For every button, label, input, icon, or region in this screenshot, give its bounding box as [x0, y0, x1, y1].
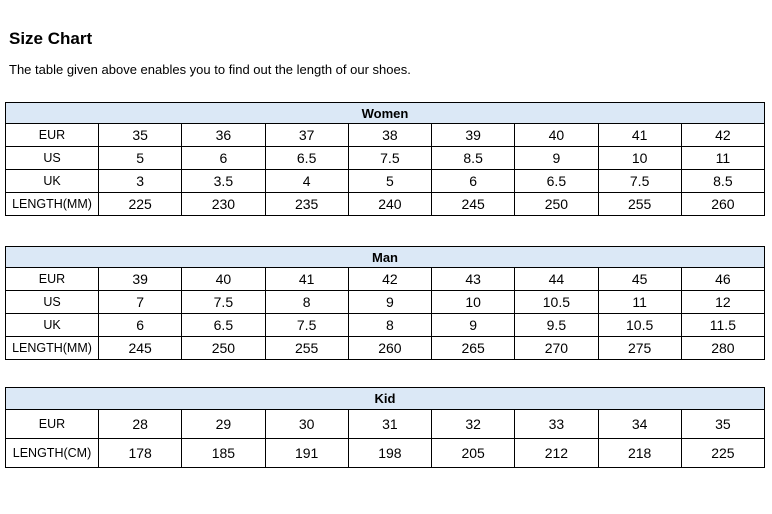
size-cell: 12: [681, 291, 764, 314]
size-cell: 44: [515, 268, 598, 291]
size-cell: 5: [348, 170, 431, 193]
row-label: EUR: [6, 410, 99, 439]
size-cell: 37: [265, 124, 348, 147]
size-cell: 40: [515, 124, 598, 147]
size-cell: 10: [598, 147, 681, 170]
size-cell: 7.5: [598, 170, 681, 193]
size-cell: 32: [432, 410, 515, 439]
man-table-heading: Man: [6, 247, 765, 268]
size-cell: 8.5: [681, 170, 764, 193]
row-label: EUR: [6, 124, 99, 147]
size-cell: 30: [265, 410, 348, 439]
size-cell: 33: [515, 410, 598, 439]
size-cell: 6.5: [182, 314, 265, 337]
size-cell: 11.5: [681, 314, 764, 337]
size-cell: 260: [348, 337, 431, 360]
women-size-table: [5, 102, 765, 216]
page-title: Size Chart: [9, 29, 93, 48]
size-cell: 178: [99, 439, 182, 468]
size-cell: 280: [681, 337, 764, 360]
size-cell: 7.5: [348, 147, 431, 170]
size-cell: 10.5: [598, 314, 681, 337]
size-cell: 3.5: [182, 170, 265, 193]
size-cell: 5: [99, 147, 182, 170]
size-cell: 7: [99, 291, 182, 314]
size-cell: 8.5: [432, 147, 515, 170]
row-label: LENGTH(MM): [6, 337, 99, 360]
size-cell: 245: [99, 337, 182, 360]
row-label: LENGTH(CM): [6, 439, 99, 468]
size-cell: 39: [432, 124, 515, 147]
size-cell: 10: [432, 291, 515, 314]
size-cell: 230: [182, 193, 265, 216]
size-cell: 41: [598, 124, 681, 147]
size-cell: 34: [598, 410, 681, 439]
row-label: LENGTH(MM): [6, 193, 99, 216]
row-label: EUR: [6, 268, 99, 291]
size-cell: 218: [598, 439, 681, 468]
size-cell: 4: [265, 170, 348, 193]
size-cell: 250: [182, 337, 265, 360]
size-cell: 9.5: [515, 314, 598, 337]
size-cell: 46: [681, 268, 764, 291]
table-row: [6, 314, 765, 337]
size-cell: 270: [515, 337, 598, 360]
size-cell: 7.5: [182, 291, 265, 314]
kid-size-table: [5, 387, 765, 468]
row-label: US: [6, 147, 99, 170]
table-row: [6, 268, 765, 291]
size-cell: 255: [265, 337, 348, 360]
size-cell: 43: [432, 268, 515, 291]
size-cell: 255: [598, 193, 681, 216]
size-cell: 35: [681, 410, 764, 439]
page-subtitle: The table given above enables you to find out the length of our shoes.: [9, 62, 411, 77]
size-cell: 265: [432, 337, 515, 360]
size-cell: 9: [432, 314, 515, 337]
size-cell: 8: [265, 291, 348, 314]
size-cell: 198: [348, 439, 431, 468]
table-row: [6, 337, 765, 360]
row-label: US: [6, 291, 99, 314]
table-row: [6, 147, 765, 170]
size-cell: 245: [432, 193, 515, 216]
man-size-table: [5, 246, 765, 360]
size-cell: 35: [99, 124, 182, 147]
size-cell: 205: [432, 439, 515, 468]
size-cell: 3: [99, 170, 182, 193]
size-cell: 225: [99, 193, 182, 216]
size-cell: 212: [515, 439, 598, 468]
table-row: [6, 439, 765, 468]
size-cell: 191: [265, 439, 348, 468]
size-cell: 42: [681, 124, 764, 147]
size-cell: 6: [432, 170, 515, 193]
size-cell: 260: [681, 193, 764, 216]
size-cell: 275: [598, 337, 681, 360]
size-cell: 28: [99, 410, 182, 439]
kid-table-heading: Kid: [6, 388, 765, 410]
table-row: [6, 124, 765, 147]
size-cell: 42: [348, 268, 431, 291]
size-cell: 8: [348, 314, 431, 337]
size-cell: 9: [515, 147, 598, 170]
size-cell: 10.5: [515, 291, 598, 314]
size-cell: 41: [265, 268, 348, 291]
row-label: UK: [6, 170, 99, 193]
row-label: UK: [6, 314, 99, 337]
table-row: [6, 291, 765, 314]
size-cell: 36: [182, 124, 265, 147]
table-row: [6, 170, 765, 193]
table-row: [6, 410, 765, 439]
size-cell: 45: [598, 268, 681, 291]
size-cell: 31: [348, 410, 431, 439]
table-heading-row: [6, 388, 765, 410]
size-cell: 6: [99, 314, 182, 337]
size-cell: 6.5: [265, 147, 348, 170]
size-cell: 240: [348, 193, 431, 216]
size-cell: 6: [182, 147, 265, 170]
size-cell: 29: [182, 410, 265, 439]
size-cell: 250: [515, 193, 598, 216]
size-cell: 40: [182, 268, 265, 291]
size-cell: 39: [99, 268, 182, 291]
table-heading-row: [6, 103, 765, 124]
size-cell: 225: [681, 439, 764, 468]
size-cell: 9: [348, 291, 431, 314]
table-row: [6, 193, 765, 216]
size-cell: 6.5: [515, 170, 598, 193]
table-heading-row: [6, 247, 765, 268]
size-cell: 185: [182, 439, 265, 468]
size-cell: 235: [265, 193, 348, 216]
size-cell: 11: [681, 147, 764, 170]
size-cell: 38: [348, 124, 431, 147]
size-cell: 7.5: [265, 314, 348, 337]
women-table-heading: Women: [6, 103, 765, 124]
size-cell: 11: [598, 291, 681, 314]
